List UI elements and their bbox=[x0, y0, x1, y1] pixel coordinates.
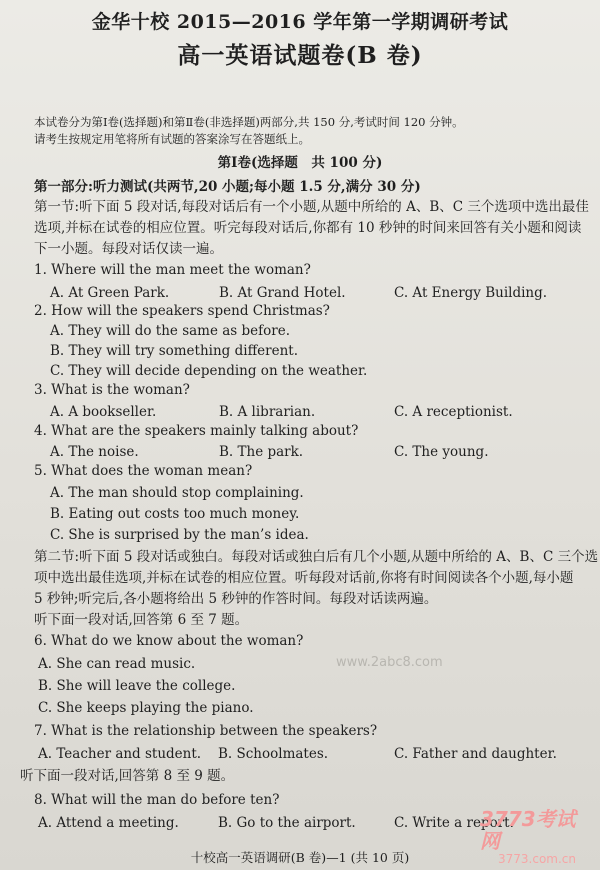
page-footer: 十校高一英语调研(B 卷)—1 (共 10 页) bbox=[190, 850, 410, 865]
option-b: B. A librarian. bbox=[219, 404, 316, 420]
instruction-line: 5 秒钟;听完后,各小题将给出 5 秒钟的作答时间。每段对话读两遍。 bbox=[34, 591, 438, 607]
option-b: B. Go to the airport. bbox=[218, 815, 356, 831]
question-stem: 4. What are the speakers mainly talking about? bbox=[34, 423, 359, 439]
question-stem: 5. What does the woman mean? bbox=[34, 463, 253, 479]
option-a: A. At Green Park. bbox=[50, 285, 170, 301]
instruction-line: 第二节:听下面 5 段对话或独白。每段对话或独白后有几个小题,从题中所给的 A、B、C 三个选 bbox=[34, 549, 599, 565]
option-a: A. Teacher and student. bbox=[38, 746, 202, 762]
option-a: A. They will do the same as before. bbox=[50, 323, 291, 339]
logo-url: 3773.com.cn bbox=[498, 852, 576, 866]
option-a: A. She can read music. bbox=[38, 656, 196, 672]
question-stem: 3. What is the woman? bbox=[34, 382, 190, 398]
logo-name: 3773考试网 bbox=[480, 807, 576, 853]
question-stem: 6. What do we know about the woman? bbox=[34, 633, 304, 649]
option-c: C. Father and daughter. bbox=[394, 746, 557, 762]
instruction-line: 项中选出最佳选项,并标在试卷的相应位置。听每段对话前,你将有时间阅读各个小题,每小题 bbox=[34, 570, 574, 586]
option-c: C. The young. bbox=[394, 444, 489, 460]
listen-instruction: 听下面一段对话,回答第 6 至 7 题。 bbox=[34, 612, 249, 628]
question-stem: 2. How will the speakers spend Christmas? bbox=[34, 303, 330, 319]
instruction-line: 下一小题。每段对话仅读一遍。 bbox=[34, 241, 223, 257]
part1-heading: 第一部分:听力测试(共两节,20 小题;每小题 1.5 分,满分 30 分) bbox=[34, 179, 421, 195]
section-title: 第Ⅰ卷(选择题 共 100 分) bbox=[217, 155, 383, 171]
paper-title: 高一英语试题卷(B 卷) bbox=[177, 42, 423, 69]
option-c: C. At Energy Building. bbox=[394, 285, 548, 301]
intro-line: 本试卷分为第Ⅰ卷(选择题)和第Ⅱ卷(非选择题)两部分,共 150 分,考试时间 120 分钟。 bbox=[34, 115, 464, 129]
listen-instruction: 听下面一段对话,回答第 8 至 9 题。 bbox=[20, 768, 235, 784]
exam-title: 金华十校 2015—2016 学年第一学期调研考试 bbox=[91, 11, 509, 33]
question-stem: 7. What is the relationship between the speakers? bbox=[34, 723, 378, 739]
option-c: C. She is surprised by the man’s idea. bbox=[50, 527, 309, 543]
option-a: A. A bookseller. bbox=[50, 404, 157, 420]
question-stem: 8. What will the man do before ten? bbox=[34, 792, 280, 808]
option-a: A. The man should stop complaining. bbox=[50, 485, 304, 501]
option-a: A. Attend a meeting. bbox=[38, 815, 179, 831]
intro-line: 请考生按规定用笔将所有试题的答案涂写在答题纸上。 bbox=[34, 132, 310, 146]
option-b: B. She will leave the college. bbox=[38, 678, 236, 694]
option-b: B. Schoolmates. bbox=[218, 746, 329, 762]
option-c: C. Write a report. bbox=[394, 815, 514, 831]
option-c: C. A receptionist. bbox=[394, 404, 513, 420]
instruction-line: 第一节:听下面 5 段对话,每段对话后有一个小题,从题中所给的 A、B、C 三个选项中选出最佳 bbox=[34, 199, 589, 215]
option-c: C. They will decide depending on the weather. bbox=[50, 363, 368, 379]
option-b: B. At Grand Hotel. bbox=[219, 285, 346, 301]
watermark-text: www.2abc8.com bbox=[336, 655, 443, 670]
option-b: B. The park. bbox=[219, 444, 304, 460]
option-a: A. The noise. bbox=[50, 444, 139, 460]
option-c: C. She keeps playing the piano. bbox=[38, 700, 254, 716]
question-stem: 1. Where will the man meet the woman? bbox=[34, 262, 311, 278]
option-b: B. Eating out costs too much money. bbox=[50, 506, 300, 522]
instruction-line: 选项,并标在试卷的相应位置。听完每段对话后,你都有 10 秒钟的时间来回答有关小题和阅读 bbox=[34, 220, 582, 236]
option-b: B. They will try something different. bbox=[50, 343, 299, 359]
